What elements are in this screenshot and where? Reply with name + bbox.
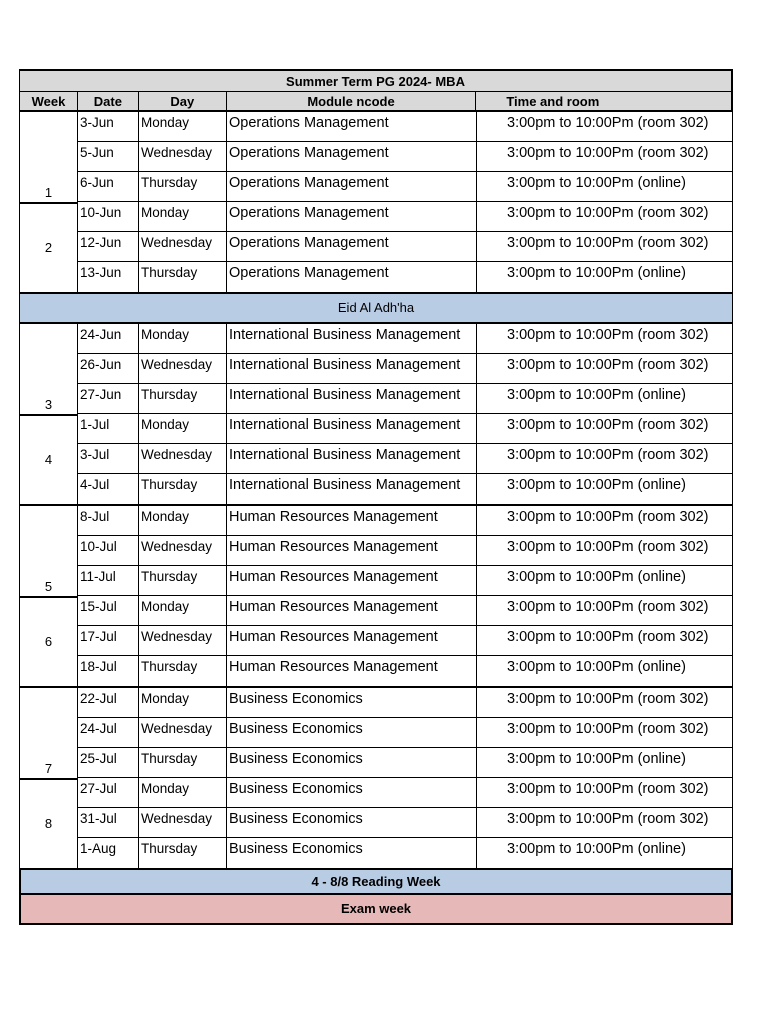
week-number: 7: [44, 761, 53, 776]
table-row: [78, 718, 732, 748]
header-time-room: Time and room: [506, 94, 600, 109]
header-module: Module ncode: [227, 92, 477, 110]
time-room-cell: 3:00pm to 10:00Pm (room 302): [507, 115, 709, 131]
date-cell: 24-Jun: [78, 324, 139, 353]
time-room-cell: 3:00pm to 10:00Pm (online): [507, 659, 686, 675]
header-row: [19, 92, 733, 112]
week-number: 5: [44, 579, 53, 594]
time-room-cell: 3:00pm to 10:00Pm (online): [507, 751, 686, 767]
date-cell: 25-Jul: [78, 748, 139, 777]
time-room-cell: 3:00pm to 10:00Pm (room 302): [507, 539, 709, 555]
day-cell: Wednesday: [139, 444, 227, 473]
time-room-cell: 3:00pm to 10:00Pm (room 302): [507, 417, 709, 433]
date-cell: 12-Jun: [78, 232, 139, 261]
time-room-cell: 3:00pm to 10:00Pm (online): [507, 841, 686, 857]
time-room-cell: 3:00pm to 10:00Pm (room 302): [507, 599, 709, 615]
week-block: [19, 688, 733, 870]
week-number: 8: [44, 816, 53, 831]
table-row: [78, 172, 732, 202]
module-cell: International Business Management: [227, 324, 477, 353]
week-block: [19, 324, 733, 506]
table-row: [78, 688, 732, 718]
day-cell: Thursday: [139, 748, 227, 777]
date-cell: 3-Jun: [78, 112, 139, 141]
week-column: [20, 506, 78, 686]
time-room-cell: 3:00pm to 10:00Pm (online): [507, 477, 686, 493]
date-cell: 31-Jul: [78, 808, 139, 837]
module-cell: Human Resources Management: [227, 626, 477, 655]
day-cell: Monday: [139, 202, 227, 231]
table-row: [78, 778, 732, 808]
table-row: [78, 354, 732, 384]
week-column: [20, 688, 78, 868]
time-room-cell: 3:00pm to 10:00Pm (online): [507, 569, 686, 585]
day-cell: Thursday: [139, 656, 227, 686]
table-row: [78, 808, 732, 838]
module-cell: Human Resources Management: [227, 656, 477, 686]
table-row: [78, 474, 732, 504]
week-block: [19, 112, 733, 294]
table-row: [78, 324, 732, 354]
week-block: [19, 506, 733, 688]
date-cell: 10-Jun: [78, 202, 139, 231]
week-cell: [20, 324, 77, 414]
header-week: Week: [20, 92, 78, 110]
day-cell: Monday: [139, 596, 227, 625]
date-cell: 18-Jul: [78, 656, 139, 686]
time-room-cell: 3:00pm to 10:00Pm (room 302): [507, 447, 709, 463]
module-cell: Human Resources Management: [227, 596, 477, 625]
module-cell: Business Economics: [227, 718, 477, 747]
date-cell: 6-Jun: [78, 172, 139, 201]
header-date: Date: [78, 92, 139, 110]
segment-weeks-7-8: [19, 688, 733, 870]
table-row: [78, 656, 732, 686]
date-cell: 8-Jul: [78, 506, 139, 535]
day-cell: Monday: [139, 778, 227, 807]
day-cell: Monday: [139, 112, 227, 141]
table-row: [78, 112, 732, 142]
module-cell: Business Economics: [227, 808, 477, 837]
module-cell: Human Resources Management: [227, 506, 477, 535]
module-cell: International Business Management: [227, 474, 477, 504]
module-cell: Human Resources Management: [227, 566, 477, 595]
date-cell: 22-Jul: [78, 688, 139, 717]
module-cell: Business Economics: [227, 778, 477, 807]
session-rows: [78, 506, 732, 686]
date-cell: 10-Jul: [78, 536, 139, 565]
week-number: 6: [44, 634, 53, 649]
day-cell: Thursday: [139, 474, 227, 504]
day-cell: Wednesday: [139, 808, 227, 837]
week-number: 1: [44, 185, 53, 200]
time-room-cell: 3:00pm to 10:00Pm (room 302): [507, 721, 709, 737]
time-room-cell: 3:00pm to 10:00Pm (online): [507, 265, 686, 281]
date-cell: 15-Jul: [78, 596, 139, 625]
table-row: [78, 142, 732, 172]
day-cell: Wednesday: [139, 536, 227, 565]
module-cell: Human Resources Management: [227, 536, 477, 565]
week-cell: [20, 688, 77, 778]
table-row: [78, 444, 732, 474]
week-number: 3: [44, 397, 53, 412]
time-room-cell: 3:00pm to 10:00Pm (room 302): [507, 691, 709, 707]
date-cell: 1-Aug: [78, 838, 139, 868]
time-room-cell: 3:00pm to 10:00Pm (online): [507, 175, 686, 191]
table-row: [78, 202, 732, 232]
date-cell: 5-Jun: [78, 142, 139, 171]
module-cell: Business Economics: [227, 688, 477, 717]
module-cell: International Business Management: [227, 444, 477, 473]
table-title: Summer Term PG 2024- MBA: [19, 69, 733, 92]
week-number: 2: [44, 240, 53, 255]
time-room-cell: 3:00pm to 10:00Pm (room 302): [507, 205, 709, 221]
week-cell: [20, 506, 77, 596]
date-cell: 3-Jul: [78, 444, 139, 473]
module-cell: Operations Management: [227, 202, 477, 231]
day-cell: Thursday: [139, 384, 227, 413]
module-cell: Operations Management: [227, 172, 477, 201]
week-column: [20, 324, 78, 504]
session-rows: [78, 688, 732, 868]
table-row: [78, 262, 732, 292]
module-cell: Business Economics: [227, 838, 477, 868]
time-room-cell: 3:00pm to 10:00Pm (room 302): [507, 357, 709, 373]
table-row: [78, 232, 732, 262]
header-day: Day: [139, 92, 227, 110]
module-cell: International Business Management: [227, 384, 477, 413]
date-cell: 1-Jul: [78, 414, 139, 443]
date-cell: 27-Jul: [78, 778, 139, 807]
module-cell: Operations Management: [227, 262, 477, 292]
schedule-table: [19, 69, 733, 925]
date-cell: 27-Jun: [78, 384, 139, 413]
day-cell: Wednesday: [139, 354, 227, 383]
day-cell: Thursday: [139, 838, 227, 868]
table-row: [78, 506, 732, 536]
week-cell: [20, 414, 77, 504]
time-room-cell: 3:00pm to 10:00Pm (room 302): [507, 145, 709, 161]
table-row: [78, 536, 732, 566]
time-room-cell: 3:00pm to 10:00Pm (room 302): [507, 629, 709, 645]
week-cell: [20, 778, 77, 868]
module-cell: Operations Management: [227, 112, 477, 141]
date-cell: 11-Jul: [78, 566, 139, 595]
date-cell: 17-Jul: [78, 626, 139, 655]
day-cell: Monday: [139, 414, 227, 443]
day-cell: Monday: [139, 324, 227, 353]
time-room-cell: 3:00pm to 10:00Pm (online): [507, 387, 686, 403]
table-row: [78, 384, 732, 414]
date-cell: 4-Jul: [78, 474, 139, 504]
time-room-cell: 3:00pm to 10:00Pm (room 302): [507, 235, 709, 251]
time-room-cell: 3:00pm to 10:00Pm (room 302): [507, 509, 709, 525]
day-cell: Monday: [139, 688, 227, 717]
date-cell: 24-Jul: [78, 718, 139, 747]
session-rows: [78, 112, 732, 292]
day-cell: Thursday: [139, 566, 227, 595]
day-cell: Wednesday: [139, 626, 227, 655]
day-cell: Monday: [139, 506, 227, 535]
module-cell: Operations Management: [227, 142, 477, 171]
module-cell: International Business Management: [227, 414, 477, 443]
exam-week-band: Exam week: [19, 895, 733, 925]
time-room-cell: 3:00pm to 10:00Pm (room 302): [507, 811, 709, 827]
module-cell: Operations Management: [227, 232, 477, 261]
week-cell: [20, 596, 77, 686]
module-cell: Business Economics: [227, 748, 477, 777]
session-rows: [78, 324, 732, 504]
eid-holiday-band: Eid Al Adh'ha: [19, 294, 733, 324]
table-row: [78, 566, 732, 596]
day-cell: Wednesday: [139, 142, 227, 171]
date-cell: 13-Jun: [78, 262, 139, 292]
time-room-cell: 3:00pm to 10:00Pm (room 302): [507, 781, 709, 797]
segment-weeks-1-2: [19, 112, 733, 294]
date-cell: 26-Jun: [78, 354, 139, 383]
table-row: [78, 414, 732, 444]
table-row: [78, 626, 732, 656]
time-room-cell: 3:00pm to 10:00Pm (room 302): [507, 327, 709, 343]
table-row: [78, 838, 732, 868]
week-cell: [20, 202, 77, 292]
week-cell: [20, 112, 77, 202]
table-row: [78, 596, 732, 626]
reading-week-band: 4 - 8/8 Reading Week: [19, 870, 733, 895]
day-cell: Thursday: [139, 262, 227, 292]
week-number: 4: [44, 452, 53, 467]
day-cell: Wednesday: [139, 232, 227, 261]
segment-weeks-5-6: [19, 506, 733, 688]
day-cell: Wednesday: [139, 718, 227, 747]
day-cell: Thursday: [139, 172, 227, 201]
segment-weeks-3-4: [19, 324, 733, 506]
table-row: [78, 748, 732, 778]
week-column: [20, 112, 78, 292]
module-cell: International Business Management: [227, 354, 477, 383]
